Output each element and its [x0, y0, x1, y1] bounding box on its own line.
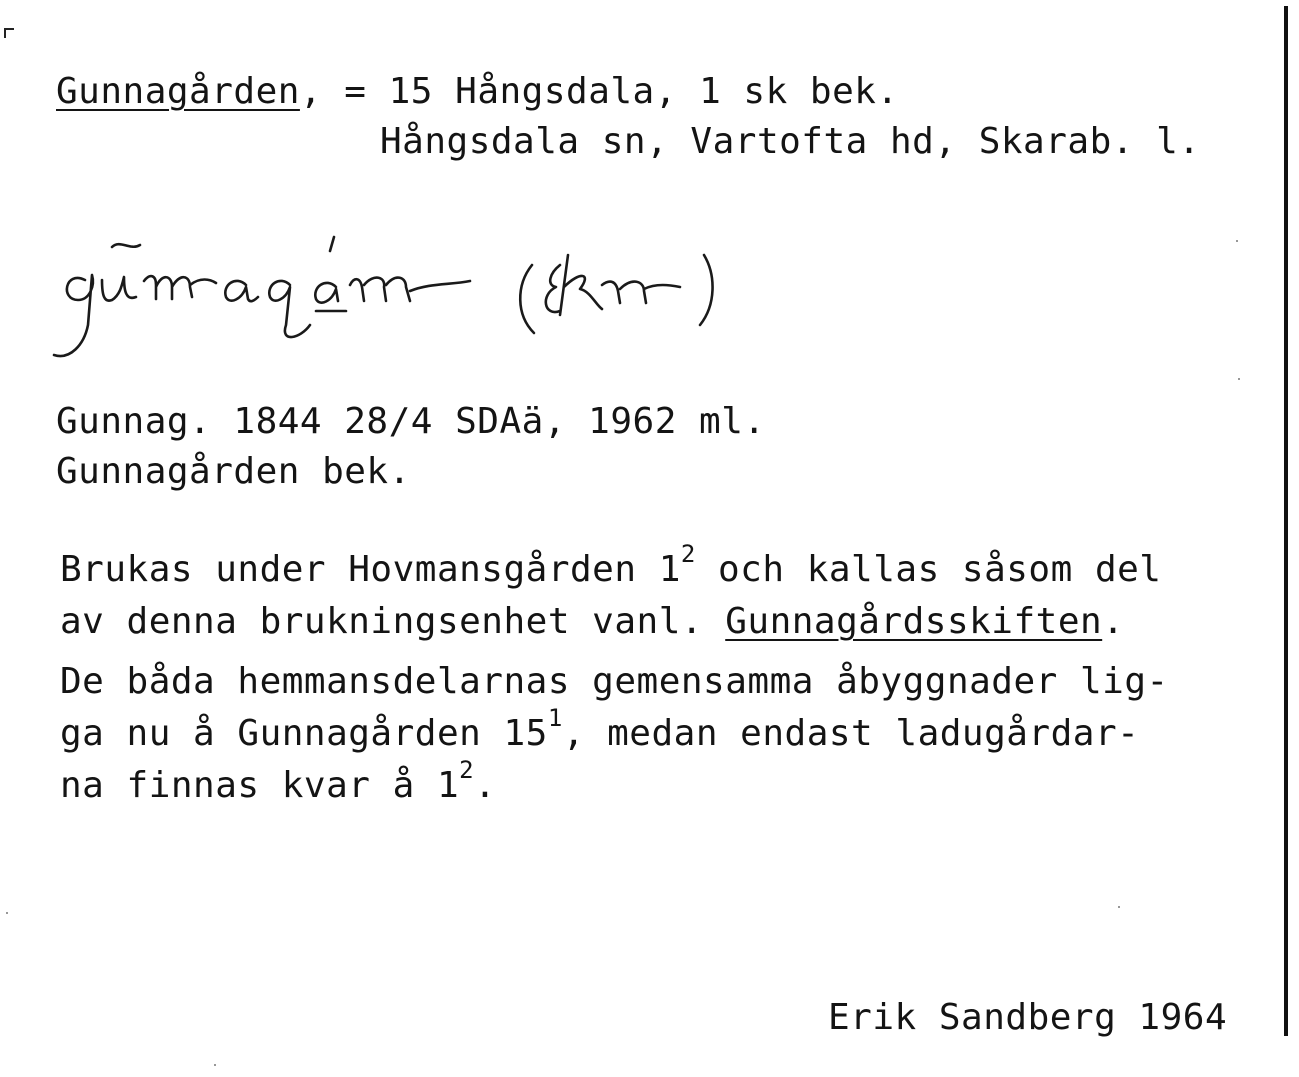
scan-speck: [1118, 906, 1120, 908]
header-line-1: [56, 72, 899, 112]
header-rest: = 15 Hångsdala, 1 sk bek.: [322, 71, 899, 112]
scan-speck: [1236, 240, 1238, 242]
place-name: Gunnagården: [56, 71, 300, 112]
signature: Erik Sandberg 1964: [828, 997, 1228, 1038]
handwriting-drawing: [40, 225, 740, 375]
corner-mark-vertical: [4, 28, 6, 38]
body-line-3: De båda hemmansdelarnas gemensamma åbyggnader lig-: [60, 661, 1169, 702]
scan-speck: [6, 912, 8, 914]
record-line-1: Gunnag. 1844 28/4 SDAä, 1962 ml.: [56, 401, 766, 442]
body-line-5: na finnas kvar å $1^2$.: [60, 756, 497, 806]
underlined-name: Gunnagårdsskiften: [725, 601, 1103, 642]
scan-speck: [214, 1064, 216, 1066]
header-comma: ,: [299, 71, 323, 112]
body-line-2: av denna brukningsenhet vanl. Gunnagårdsskiften.: [60, 601, 1125, 642]
record-line-2: Gunnagården bek.: [56, 451, 411, 492]
body-line-4: ga nu å Gunnagården $15^1$, medan endast ladugårdar-: [60, 704, 1140, 754]
header-line-2: Hångsdala sn, Vartofta hd, Skarab. l.: [380, 121, 1201, 162]
body-line-1: Brukas under Hovmansgården $1^2$ och kallas såsom del: [60, 540, 1162, 590]
card-edge-line: [1284, 6, 1288, 1036]
scan-speck: [1238, 378, 1240, 380]
